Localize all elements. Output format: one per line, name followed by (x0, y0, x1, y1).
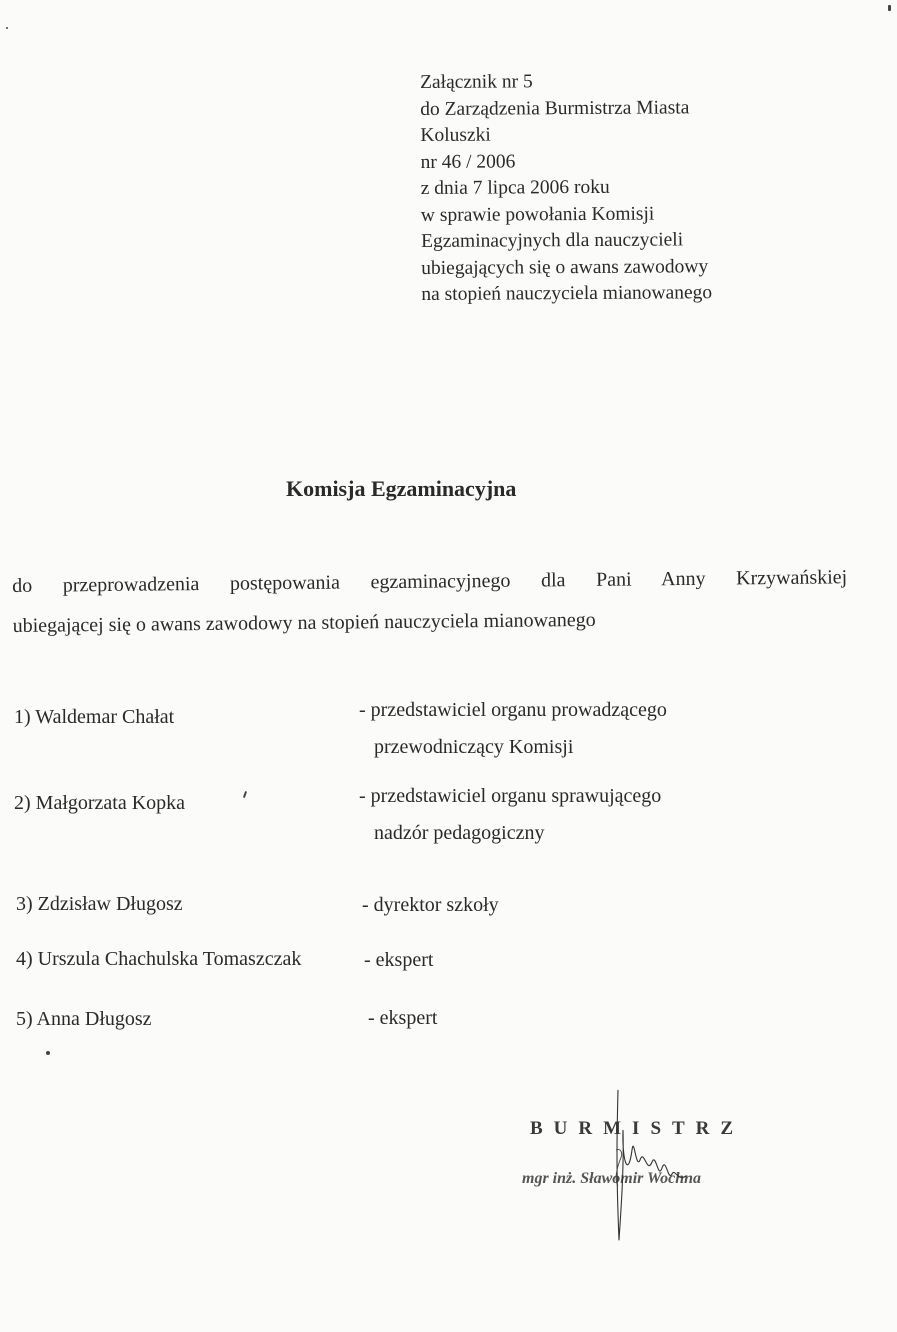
handwritten-signature (520, 1090, 800, 1250)
header-line: nr 46 / 2006 (420, 150, 516, 173)
scan-speck (888, 5, 891, 11)
member-role (362, 887, 499, 924)
signatory-name: mgr inż. Sławomir Wochna (522, 1170, 702, 1187)
scan-speck (46, 1051, 50, 1055)
member-name: 1) Waldemar Chałat (14, 706, 175, 728)
document-title: Komisja Egzaminacyjna (286, 476, 517, 501)
header-line: Koluszki (420, 124, 491, 146)
header-line: do Zarządzenia Burmistrza Miasta (420, 96, 690, 120)
member-role (364, 942, 433, 979)
header-line: z dnia 7 lipca 2006 roku (420, 176, 610, 199)
role-line: - przedstawiciel organu prowadzącego (359, 699, 667, 721)
header-line: Egzaminacyjnych dla nauczycieli (420, 229, 684, 252)
header-line: na stopień nauczyciela mianowanego (421, 282, 713, 305)
role-line: - przedstawiciel organu sprawującego (359, 785, 662, 807)
role-line: przewodniczący Komisji (374, 736, 574, 758)
member-role (359, 778, 661, 852)
role-line: - ekspert (364, 949, 434, 971)
header-line: Załącznik nr 5 (420, 71, 533, 93)
member-name: 3) Zdzisław Długosz (16, 893, 183, 915)
signature-block (520, 1090, 800, 1250)
header-line: w sprawie powołania Komisji (420, 203, 655, 226)
member-name: 5) Anna Długosz (16, 1008, 152, 1030)
intro-line: do przeprowadzenia postępowania egzaminacyjnego dla Pani Anny Krzywańskiej (12, 566, 848, 597)
role-line: - ekspert (368, 1007, 438, 1029)
role-line: - dyrektor szkoły (362, 894, 499, 916)
member-role (368, 1000, 437, 1037)
intro-line: ubiegającej się o awans zawodowy na stopień nauczyciela mianowanego (12, 608, 596, 637)
member-role (359, 692, 667, 766)
role-line: nadzór pedagogiczny (374, 822, 545, 844)
member-name: 4) Urszula Chachulska Tomaszczak (16, 948, 302, 970)
signature-title: BURMISTRZ (530, 1118, 745, 1139)
scan-speck (6, 27, 8, 29)
header-line: ubiegających się o awans zawodowy (421, 255, 709, 279)
member-name: 2) Małgorzata Kopka (14, 792, 186, 814)
